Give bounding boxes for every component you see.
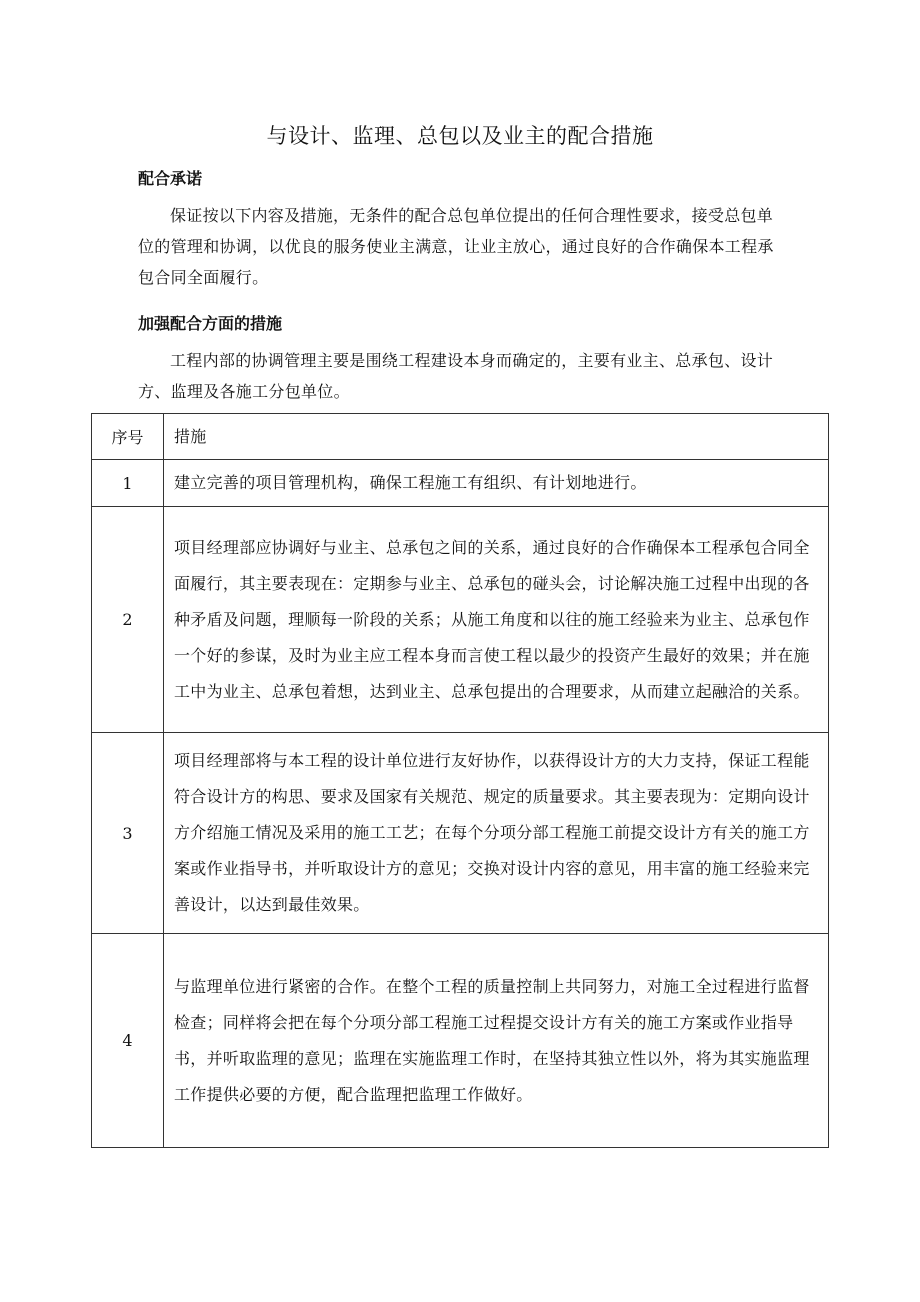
row-measure-text: 项目经理部应协调好与业主、总承包之间的关系，通过良好的合作确保本工程承包合同全面履行，其主要表现在：定期参与业主、总承包的碰头会，讨论解决施工过程中出现的各种矛盾及问题，理顺每一阶段的关系；从施工角度和以往的施工经验来为业主、总承包作一个好的参谋，及时为业主应工程本身而言使工程以最少的投资产生最好的效果；并在施工中为业主、总承包着想，达到业主、总承包提出的合理要求，从而建立起融洽的关系。 (164, 507, 829, 733)
commitment-paragraph: 保证按以下内容及措施，无条件的配合总包单位提出的任何合理性要求，接受总包单位的管理和协调，以优良的服务使业主满意，让业主放心，通过良好的合作确保本工程承包合同全面履行。 (138, 206, 774, 287)
row-measure-text: 与监理单位进行紧密的合作。在整个工程的质量控制上共同努力，对施工全过程进行监督检查；同样将会把在每个分项分部工程施工过程提交设计方有关的施工方案或作业指导书，并听取监理的意见；监理在实施监理工作时，在坚持其独立性以外，将为其实施监理工作提供必要的方便，配合监理把监理工作做好。 (164, 934, 829, 1148)
row-measure-text: 建立完善的项目管理机构，确保工程施工有组织、有计划地进行。 (164, 460, 829, 507)
row-number: 3 (92, 733, 164, 934)
page-title: 与设计、监理、总包以及业主的配合措施 (266, 124, 654, 148)
row-number: 1 (92, 460, 164, 507)
table-row (92, 733, 829, 934)
table-row (92, 460, 829, 507)
row-measure-text: 项目经理部将与本工程的设计单位进行友好协作，以获得设计方的大力支持，保证工程能符合设计方的构思、要求及国家有关规范、规定的质量要求。其主要表现为：定期向设计方介绍施工情况及采用的施工工艺；在每个分项分部工程施工前提交设计方有关的施工方案或作业指导书，并听取设计方的意见；交换对设计内容的意见，用丰富的施工经验来完善设计，以达到最佳效果。 (164, 733, 829, 934)
header-number: 序号 (92, 414, 164, 460)
table-row (92, 507, 829, 733)
table-header-row (92, 414, 829, 460)
section-heading-measures: 加强配合方面的措施 (138, 314, 283, 333)
section-heading-commitment: 配合承诺 (138, 169, 203, 188)
measures-intro-paragraph: 工程内部的协调管理主要是围绕工程建设本身而确定的，主要有业主、总承包、设计方、监理及各施工分包单位。 (138, 351, 774, 401)
row-number: 2 (92, 507, 164, 733)
header-measure: 措施 (164, 414, 829, 460)
table-row (92, 934, 829, 1148)
measures-table (91, 413, 829, 1148)
row-number: 4 (92, 934, 164, 1148)
